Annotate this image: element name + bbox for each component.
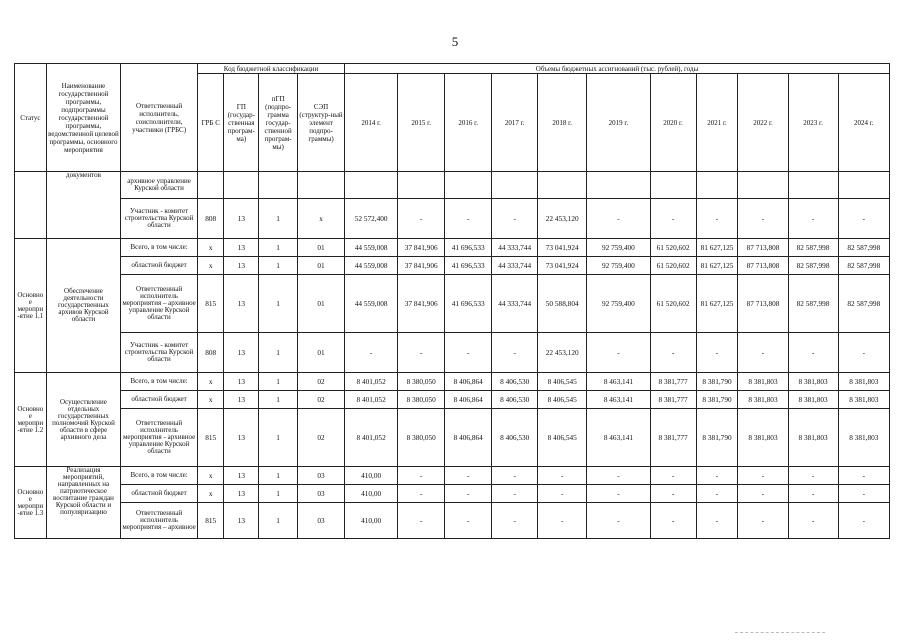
amount-cell: 81 627,125	[696, 239, 738, 257]
amount-cell: -	[445, 503, 492, 539]
sep-cell: 02	[298, 409, 345, 467]
amount-cell: 8 381,803	[838, 409, 889, 467]
amount-cell: -	[738, 333, 788, 373]
amount-cell: 8 381,803	[838, 391, 889, 409]
amount-cell: -	[445, 199, 492, 239]
table-row	[15, 467, 890, 485]
amount-cell: 44 333,744	[492, 257, 538, 275]
amount-cell: 8 380,050	[398, 391, 445, 409]
amount-cell: 82 587,998	[788, 275, 838, 333]
table-row	[15, 485, 890, 503]
sep-cell: 01	[298, 257, 345, 275]
header-year: 2020 г.	[650, 74, 696, 172]
amount-cell: 8 406,545	[538, 373, 587, 391]
amount-cell: -	[398, 467, 445, 485]
pgp-cell: 1	[259, 391, 298, 409]
grbs-cell: х	[197, 239, 224, 257]
amount-cell: 81 627,125	[696, 257, 738, 275]
amount-cell	[788, 172, 838, 199]
amount-cell: 82 587,998	[838, 257, 889, 275]
header-year: 2024 г.	[838, 74, 889, 172]
amount-cell: 87 713,808	[738, 275, 788, 333]
amount-cell: 410,00	[345, 485, 398, 503]
amount-cell: -	[838, 485, 889, 503]
pgp-cell: 1	[259, 275, 298, 333]
grbs-cell: х	[197, 373, 224, 391]
amount-cell: 81 627,125	[696, 275, 738, 333]
amount-cell: 44 559,008	[345, 275, 398, 333]
executor-cell: областной бюджет	[121, 485, 198, 503]
header-year: 2015 г.	[398, 74, 445, 172]
amount-cell: -	[738, 485, 788, 503]
amount-cell: 8 406,530	[492, 391, 538, 409]
sep-cell	[298, 172, 345, 199]
amount-cell: 82 587,998	[838, 275, 889, 333]
amount-cell: -	[696, 199, 738, 239]
amount-cell	[538, 172, 587, 199]
amount-cell: 8 381,777	[650, 409, 696, 467]
amount-cell: -	[398, 199, 445, 239]
grbs-cell	[197, 172, 224, 199]
grbs-cell: х	[197, 391, 224, 409]
pgp-cell: 1	[259, 503, 298, 539]
amount-cell: 92 759,400	[587, 257, 650, 275]
header-volumes-group: Объемы бюджетных ассигнований (тыс. рублей), годы	[345, 64, 890, 74]
page-number: 5	[451, 34, 459, 49]
amount-cell: 8 381,803	[738, 391, 788, 409]
amount-cell: 8 406,864	[445, 409, 492, 467]
executor-cell: Участник - комитет строительства Курской области	[121, 333, 198, 373]
amount-cell: 410,00	[345, 503, 398, 539]
gp-cell: 13	[224, 199, 259, 239]
header-status: Статус	[15, 64, 47, 172]
gp-cell: 13	[224, 503, 259, 539]
gp-cell: 13	[224, 391, 259, 409]
amount-cell: -	[788, 485, 838, 503]
amount-cell: -	[838, 333, 889, 373]
table-row	[15, 275, 890, 333]
sep-cell: 03	[298, 503, 345, 539]
header-year: 2018 г.	[538, 74, 587, 172]
pgp-cell: 1	[259, 333, 298, 373]
amount-cell: 73 041,924	[538, 239, 587, 257]
grbs-cell: х	[197, 485, 224, 503]
amount-cell: -	[838, 503, 889, 539]
amount-cell: 8 381,803	[838, 373, 889, 391]
amount-cell: -	[738, 467, 788, 485]
amount-cell: 8 380,050	[398, 373, 445, 391]
pgp-cell	[259, 172, 298, 199]
header-gp: ГП (государ-ственная програм-ма)	[224, 74, 259, 172]
amount-cell: 8 401,052	[345, 373, 398, 391]
header-year: 2017 г.	[492, 74, 538, 172]
status-cell: Основно е меропри -ятие 1.1	[15, 239, 47, 373]
amount-cell: -	[398, 485, 445, 503]
amount-cell: -	[587, 467, 650, 485]
header-year: 2022 г.	[738, 74, 788, 172]
amount-cell	[650, 172, 696, 199]
amount-cell: -	[587, 503, 650, 539]
gp-cell: 13	[224, 333, 259, 373]
header-year: 2016 г.	[445, 74, 492, 172]
pgp-cell: 1	[259, 485, 298, 503]
amount-cell: -	[345, 333, 398, 373]
header-year: 2014 г.	[345, 74, 398, 172]
amount-cell: 8 381,803	[788, 391, 838, 409]
amount-cell: 8 380,050	[398, 409, 445, 467]
sep-cell: х	[298, 199, 345, 239]
amount-cell: 8 463,141	[587, 391, 650, 409]
amount-cell: 61 520,602	[650, 275, 696, 333]
header-sep: СЭП (структур-ный элемент подпро-граммы)	[298, 74, 345, 172]
amount-cell: -	[538, 485, 587, 503]
program-name-cell: документов	[46, 172, 121, 239]
sep-cell: 03	[298, 467, 345, 485]
amount-cell: 92 759,400	[587, 239, 650, 257]
amount-cell: 87 713,808	[738, 257, 788, 275]
amount-cell: 8 401,052	[345, 409, 398, 467]
amount-cell: -	[696, 333, 738, 373]
amount-cell: 8 406,864	[445, 373, 492, 391]
grbs-cell: х	[197, 467, 224, 485]
pgp-cell: 1	[259, 199, 298, 239]
header-code-group: Код бюджетной классификации	[197, 64, 344, 74]
amount-cell: 82 587,998	[838, 239, 889, 257]
gp-cell: 13	[224, 373, 259, 391]
amount-cell: 8 463,141	[587, 373, 650, 391]
amount-cell: 22 453,120	[538, 333, 587, 373]
gp-cell: 13	[224, 275, 259, 333]
status-cell: Основно е меропри -ятие 1.2	[15, 373, 47, 467]
program-name-cell: Реализация мероприятий, направленных на патриотическое воспитание граждан Курской области и популяризацию	[46, 467, 121, 539]
grbs-cell: 815	[197, 409, 224, 467]
amount-cell: 87 713,808	[738, 239, 788, 257]
table-row	[15, 503, 890, 539]
gp-cell: 13	[224, 467, 259, 485]
amount-cell: 8 381,777	[650, 373, 696, 391]
executor-cell: областной бюджет	[121, 391, 198, 409]
amount-cell: -	[788, 503, 838, 539]
amount-cell: 8 381,803	[788, 409, 838, 467]
header-name: Наименование государственной программы, подпрограммы государственной программы, ведомственной целевой программы, основного мероприятия	[46, 64, 121, 172]
amount-cell: 8 381,803	[738, 373, 788, 391]
amount-cell: 82 587,998	[788, 257, 838, 275]
budget-table	[14, 63, 890, 539]
amount-cell: 8 381,803	[788, 373, 838, 391]
amount-cell: 8 401,052	[345, 391, 398, 409]
executor-cell: Ответственный исполнитель мероприятия - архивное управление Курской области	[121, 409, 198, 467]
gp-cell: 13	[224, 257, 259, 275]
amount-cell: -	[445, 333, 492, 373]
amount-cell: 8 406,530	[492, 409, 538, 467]
executor-cell: Ответственный исполнитель мероприятия – архивное управление Курской области	[121, 275, 198, 333]
table-row	[15, 172, 890, 199]
header-year: 2019 г.	[587, 74, 650, 172]
amount-cell: -	[838, 467, 889, 485]
amount-cell: -	[650, 467, 696, 485]
amount-cell: -	[587, 485, 650, 503]
amount-cell: 44 333,744	[492, 239, 538, 257]
amount-cell: -	[445, 467, 492, 485]
pgp-cell: 1	[259, 373, 298, 391]
pgp-cell: 1	[259, 409, 298, 467]
amount-cell: -	[492, 485, 538, 503]
table-row	[15, 199, 890, 239]
amount-cell	[345, 172, 398, 199]
sep-cell: 01	[298, 239, 345, 257]
amount-cell	[492, 172, 538, 199]
program-name-cell: Обеспечение деятельности государственных архивов Курской области	[46, 239, 121, 373]
header-pgp: пГП (подпро-грамма государ-ственной програм-мы)	[259, 74, 298, 172]
grbs-cell: 815	[197, 503, 224, 539]
header-executor: Ответственный исполнитель, соисполнители, участники (ГРБС)	[121, 64, 198, 172]
pgp-cell: 1	[259, 467, 298, 485]
amount-cell: -	[492, 467, 538, 485]
amount-cell: 61 520,602	[650, 239, 696, 257]
executor-cell: Участник - комитет строительства Курской области	[121, 199, 198, 239]
amount-cell: -	[838, 199, 889, 239]
amount-cell: 8 381,790	[696, 373, 738, 391]
amount-cell: -	[650, 503, 696, 539]
amount-cell: 82 587,998	[788, 239, 838, 257]
amount-cell: 8 381,803	[738, 409, 788, 467]
amount-cell: 8 463,141	[587, 409, 650, 467]
gp-cell	[224, 172, 259, 199]
amount-cell: -	[492, 333, 538, 373]
amount-cell	[738, 172, 788, 199]
amount-cell	[696, 172, 738, 199]
sep-cell: 01	[298, 275, 345, 333]
amount-cell: -	[788, 467, 838, 485]
amount-cell: -	[788, 199, 838, 239]
amount-cell: -	[398, 503, 445, 539]
pgp-cell: 1	[259, 257, 298, 275]
amount-cell: 50 588,804	[538, 275, 587, 333]
executor-cell: архивное управление Курской области	[121, 172, 198, 199]
gp-cell: 13	[224, 485, 259, 503]
gp-cell: 13	[224, 239, 259, 257]
amount-cell: -	[738, 199, 788, 239]
amount-cell: 41 696,533	[445, 275, 492, 333]
executor-cell: областной бюджет	[121, 257, 198, 275]
amount-cell: 61 520,602	[650, 257, 696, 275]
amount-cell: -	[650, 485, 696, 503]
amount-cell: 8 406,545	[538, 391, 587, 409]
table-row	[15, 409, 890, 467]
header-year: 2021 г.	[696, 74, 738, 172]
amount-cell: 8 381,790	[696, 409, 738, 467]
amount-cell	[587, 172, 650, 199]
amount-cell: -	[696, 467, 738, 485]
amount-cell	[838, 172, 889, 199]
amount-cell	[445, 172, 492, 199]
amount-cell: -	[492, 199, 538, 239]
header-year: 2023 г.	[788, 74, 838, 172]
amount-cell: 8 406,545	[538, 409, 587, 467]
table-row	[15, 239, 890, 257]
gp-cell: 13	[224, 409, 259, 467]
amount-cell: -	[696, 503, 738, 539]
amount-cell: -	[650, 333, 696, 373]
amount-cell: -	[696, 485, 738, 503]
status-cell	[15, 172, 47, 239]
amount-cell: -	[538, 467, 587, 485]
amount-cell: 44 559,008	[345, 257, 398, 275]
amount-cell: 41 696,533	[445, 257, 492, 275]
amount-cell: 37 841,906	[398, 257, 445, 275]
sep-cell: 02	[298, 391, 345, 409]
grbs-cell: 808	[197, 333, 224, 373]
table-row	[15, 373, 890, 391]
grbs-cell: 808	[197, 199, 224, 239]
amount-cell: 8 406,530	[492, 373, 538, 391]
amount-cell: 410,00	[345, 467, 398, 485]
amount-cell: 73 041,924	[538, 257, 587, 275]
amount-cell: 44 333,744	[492, 275, 538, 333]
amount-cell: 22 453,120	[538, 199, 587, 239]
amount-cell: 92 759,400	[587, 275, 650, 333]
table-row	[15, 391, 890, 409]
amount-cell: -	[538, 503, 587, 539]
amount-cell: -	[398, 333, 445, 373]
amount-cell: -	[738, 503, 788, 539]
amount-cell: -	[587, 333, 650, 373]
amount-cell: 52 572,400	[345, 199, 398, 239]
sep-cell: 03	[298, 485, 345, 503]
amount-cell: -	[650, 199, 696, 239]
grbs-cell: х	[197, 257, 224, 275]
amount-cell: 8 406,864	[445, 391, 492, 409]
program-name-cell: Осуществление отдельных государственных полномочий Курской области в сфере архивного дела	[46, 373, 121, 467]
scan-artifact	[735, 632, 825, 635]
executor-cell: Всего, в том числе:	[121, 239, 198, 257]
executor-cell: Всего, в том числе:	[121, 373, 198, 391]
amount-cell: 8 381,777	[650, 391, 696, 409]
executor-cell: Всего, в том числе:	[121, 467, 198, 485]
amount-cell: 37 841,906	[398, 239, 445, 257]
amount-cell: 44 559,008	[345, 239, 398, 257]
amount-cell: -	[445, 485, 492, 503]
amount-cell: 37 841,906	[398, 275, 445, 333]
table-row	[15, 333, 890, 373]
amount-cell: -	[788, 333, 838, 373]
sep-cell: 01	[298, 333, 345, 373]
header-grbs: ГРБ С	[197, 74, 224, 172]
sep-cell: 02	[298, 373, 345, 391]
status-cell: Основно е меропри -ятие 1.3	[15, 467, 47, 539]
amount-cell: -	[492, 503, 538, 539]
amount-cell	[398, 172, 445, 199]
amount-cell: 41 696,533	[445, 239, 492, 257]
amount-cell: -	[587, 199, 650, 239]
executor-cell: Ответственный исполнитель мероприятия – архивное	[121, 503, 198, 539]
grbs-cell: 815	[197, 275, 224, 333]
table-row	[15, 257, 890, 275]
amount-cell: 8 381,790	[696, 391, 738, 409]
pgp-cell: 1	[259, 239, 298, 257]
